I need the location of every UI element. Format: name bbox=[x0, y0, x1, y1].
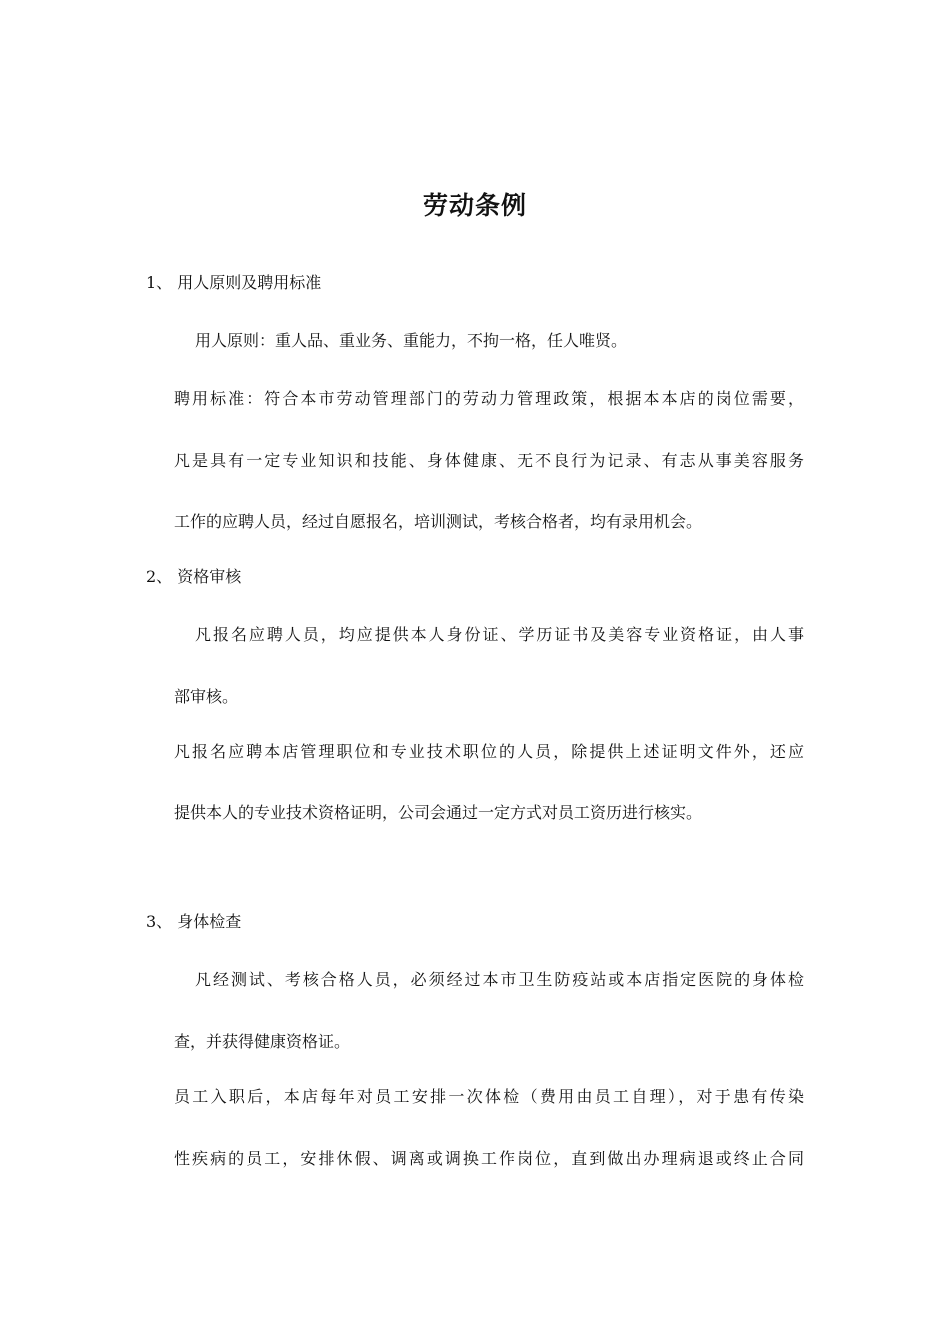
paragraph-line: 查，并获得健康资格证。 bbox=[174, 1032, 351, 1051]
paragraph-line: 用人原则：重人品、重业务、重能力，不拘一格，任人唯贤。 bbox=[195, 331, 628, 350]
paragraph-line: 凡报名应聘本店管理职位和专业技术职位的人员，除提供上述证明文件外，还应 bbox=[174, 742, 804, 761]
paragraph-line: 凡报名应聘人员，均应提供本人身份证、学历证书及美容专业资格证，由人事 bbox=[195, 625, 804, 644]
paragraph-line: 工作的应聘人员，经过自愿报名，培训测试，考核合格者，均有录用机会。 bbox=[174, 512, 703, 531]
section-heading-3: 3、 身体检查 bbox=[146, 912, 242, 931]
section-heading-2: 2、 资格审核 bbox=[146, 567, 242, 586]
paragraph-line: 凡经测试、考核合格人员，必须经过本市卫生防疫站或本店指定医院的身体检 bbox=[195, 970, 804, 989]
paragraph-line: 聘用标准：符合本市劳动管理部门的劳动力管理政策，根据本本店的岗位需要， bbox=[174, 389, 804, 408]
paragraph-line: 提供本人的专业技术资格证明，公司会通过一定方式对员工资历进行核实。 bbox=[174, 803, 703, 822]
paragraph-line: 凡是具有一定专业知识和技能、身体健康、无不良行为记录、有志从事美容服务 bbox=[174, 451, 804, 470]
section-heading-1: 1、 用人原则及聘用标准 bbox=[146, 273, 322, 292]
paragraph-line: 性疾病的员工，安排休假、调离或调换工作岗位，直到做出办理病退或终止合同 bbox=[174, 1149, 804, 1168]
document-title: 劳动条例 bbox=[422, 191, 527, 220]
paragraph-line: 员工入职后，本店每年对员工安排一次体检（费用由员工自理），对于患有传染 bbox=[174, 1087, 804, 1106]
paragraph-line: 部审核。 bbox=[174, 687, 239, 706]
